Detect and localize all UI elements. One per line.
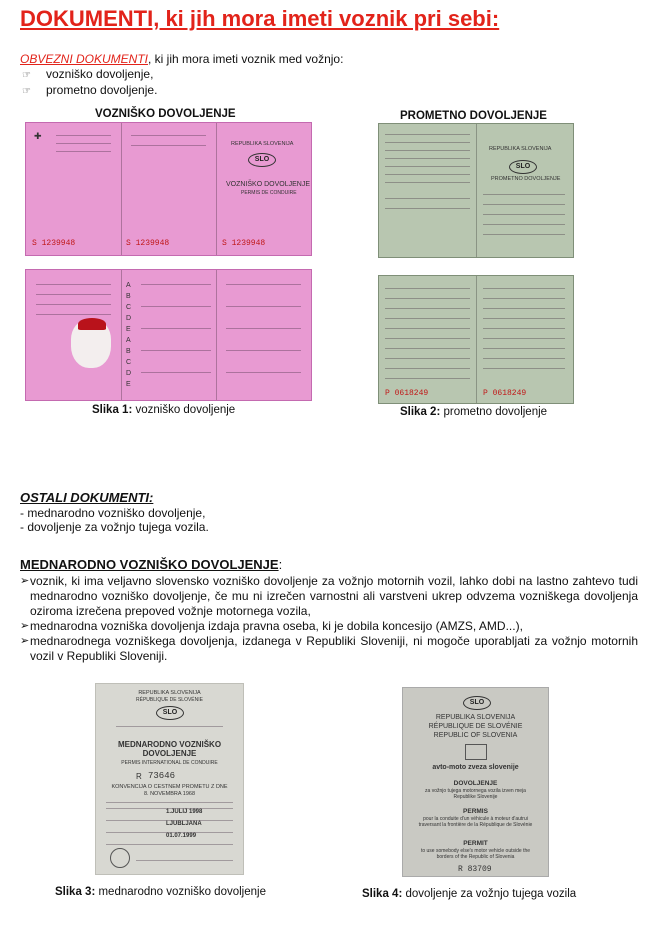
pointing-hand-icon: ☞ — [22, 70, 31, 81]
list-item: - mednarodno vozniško dovoljenje, — [20, 506, 206, 520]
registration-image-title: PROMETNO DOVOLJENJE — [400, 110, 547, 122]
license-outer-image: ✚ REPUBLIKA SLOVENIJA SLO VOZNIŠKO DOVOLJENJE PERMIS DE CONDUIRE S 1239948 S 1239948 S 1239948 — [25, 122, 312, 256]
list-item: ☞ prometno dovoljenje. — [22, 83, 158, 97]
registration-outer-image: REPUBLIKA SLOVENIJA SLO PROMETNO DOVOLJENJE — [378, 123, 574, 258]
mandatory-heading: OBVEZNI DOKUMENTI — [20, 52, 149, 66]
mandatory-list — [22, 67, 157, 99]
other-list — [20, 506, 209, 534]
license-image-title: VOZNIŠKO DOVOLJENJE — [95, 108, 236, 120]
international-heading: MEDNARODNO VOZNIŠKO DOVOLJENJE — [20, 557, 279, 572]
list-item: ☞ vozniško dovoljenje, — [22, 67, 154, 81]
pointing-hand-icon: ☞ — [22, 86, 31, 97]
international-license-image: REPUBLIKA SLOVENIJA RÉPUBLIQUE DE SLOVÉNIE SLO MEDNARODNO VOZNIŠKO DOVOLJENJE PERMIS INTERNATIONAL DE CONDUIRE R 73646 KONVENCIJA O CESTNEM PROMETU Z DNE 8. NOVEMBRA 1968 1.JULIJ 1998 LJUBLJANA 01.07.1999 — [95, 683, 244, 875]
list-item: ➢ mednarodnega vozniškega dovoljenja, izdanega v Republiki Sloveniji, ni mogoče uporabljati za vožnjo motornih vozil v Republiki Sloveniji. — [20, 634, 638, 663]
arrow-right-icon: ➢ — [20, 635, 30, 647]
list-item: ➢ mednarodna vozniška dovoljenja izdaja pravna oseba, ki je dobila koncesijo (AMZS, AMD...), — [20, 619, 523, 633]
caption-4: Slika 4: dovoljenje za vožnjo tujega vozila — [362, 888, 577, 900]
arrow-right-icon: ➢ — [20, 575, 30, 587]
list-item: ➢ voznik, ki ima veljavno slovensko vozniško dovoljenje za vožnjo motornih vozil, lahko dobi na lastno zahtevo tudi mednarodno vozniško dovoljenje, če mu ni izrečen varnostni ali varstveni ukrep odvzema vozniškega dovoljenja oziroma izrečena prepoved vožnje motornega vozila, — [20, 574, 638, 618]
stamp-icon — [110, 848, 130, 868]
list-item: - dovoljenje za vožnjo tujega vozila. — [20, 520, 209, 534]
other-heading: OSTALI DOKUMENTI: — [20, 490, 154, 505]
caption-3: Slika 3: mednarodno vozniško dovoljenje — [55, 886, 266, 898]
cross-icon: ✚ — [34, 131, 42, 141]
mandatory-intro: , ki jih mora imeti voznik med vožnjo: — [148, 52, 344, 66]
mandatory-heading-line — [20, 52, 343, 66]
santa-hat — [78, 318, 106, 330]
page-title: DOKUMENTI, ki jih mora imeti voznik pri sebi: — [20, 6, 500, 31]
international-heading-line: MEDNARODNO VOZNIŠKO DOVOLJENJE: — [20, 557, 283, 572]
emblem-icon — [465, 744, 487, 760]
registration-inner-image: P 0618249 P 0618249 — [378, 275, 574, 404]
arrow-right-icon: ➢ — [20, 620, 30, 632]
international-list — [20, 574, 638, 664]
license-inner-image: A B C D E A B C D E — [25, 269, 312, 401]
caption-2: Slika 2: prometno dovoljenje — [400, 406, 548, 418]
caption-1: Slika 1: vozniško dovoljenje — [92, 404, 236, 416]
foreign-vehicle-permit-image: SLO REPUBLIKA SLOVENIJA RÉPUBLIQUE DE SLOVÉNIE REPUBLIC OF SLOVENIA avto-moto zveza slovenije DOVOLJENJE za vožnjo tujega motornega vozila izven meja Republike Slovenije PERMIS pour la conduite d'un véhicule à moteur d'autrui traversant la frontière de la République de Slovénie PERMIT to use somebody else's motor vehicle outside the borders of the Republic of Slovenia R 83709 — [402, 687, 549, 877]
